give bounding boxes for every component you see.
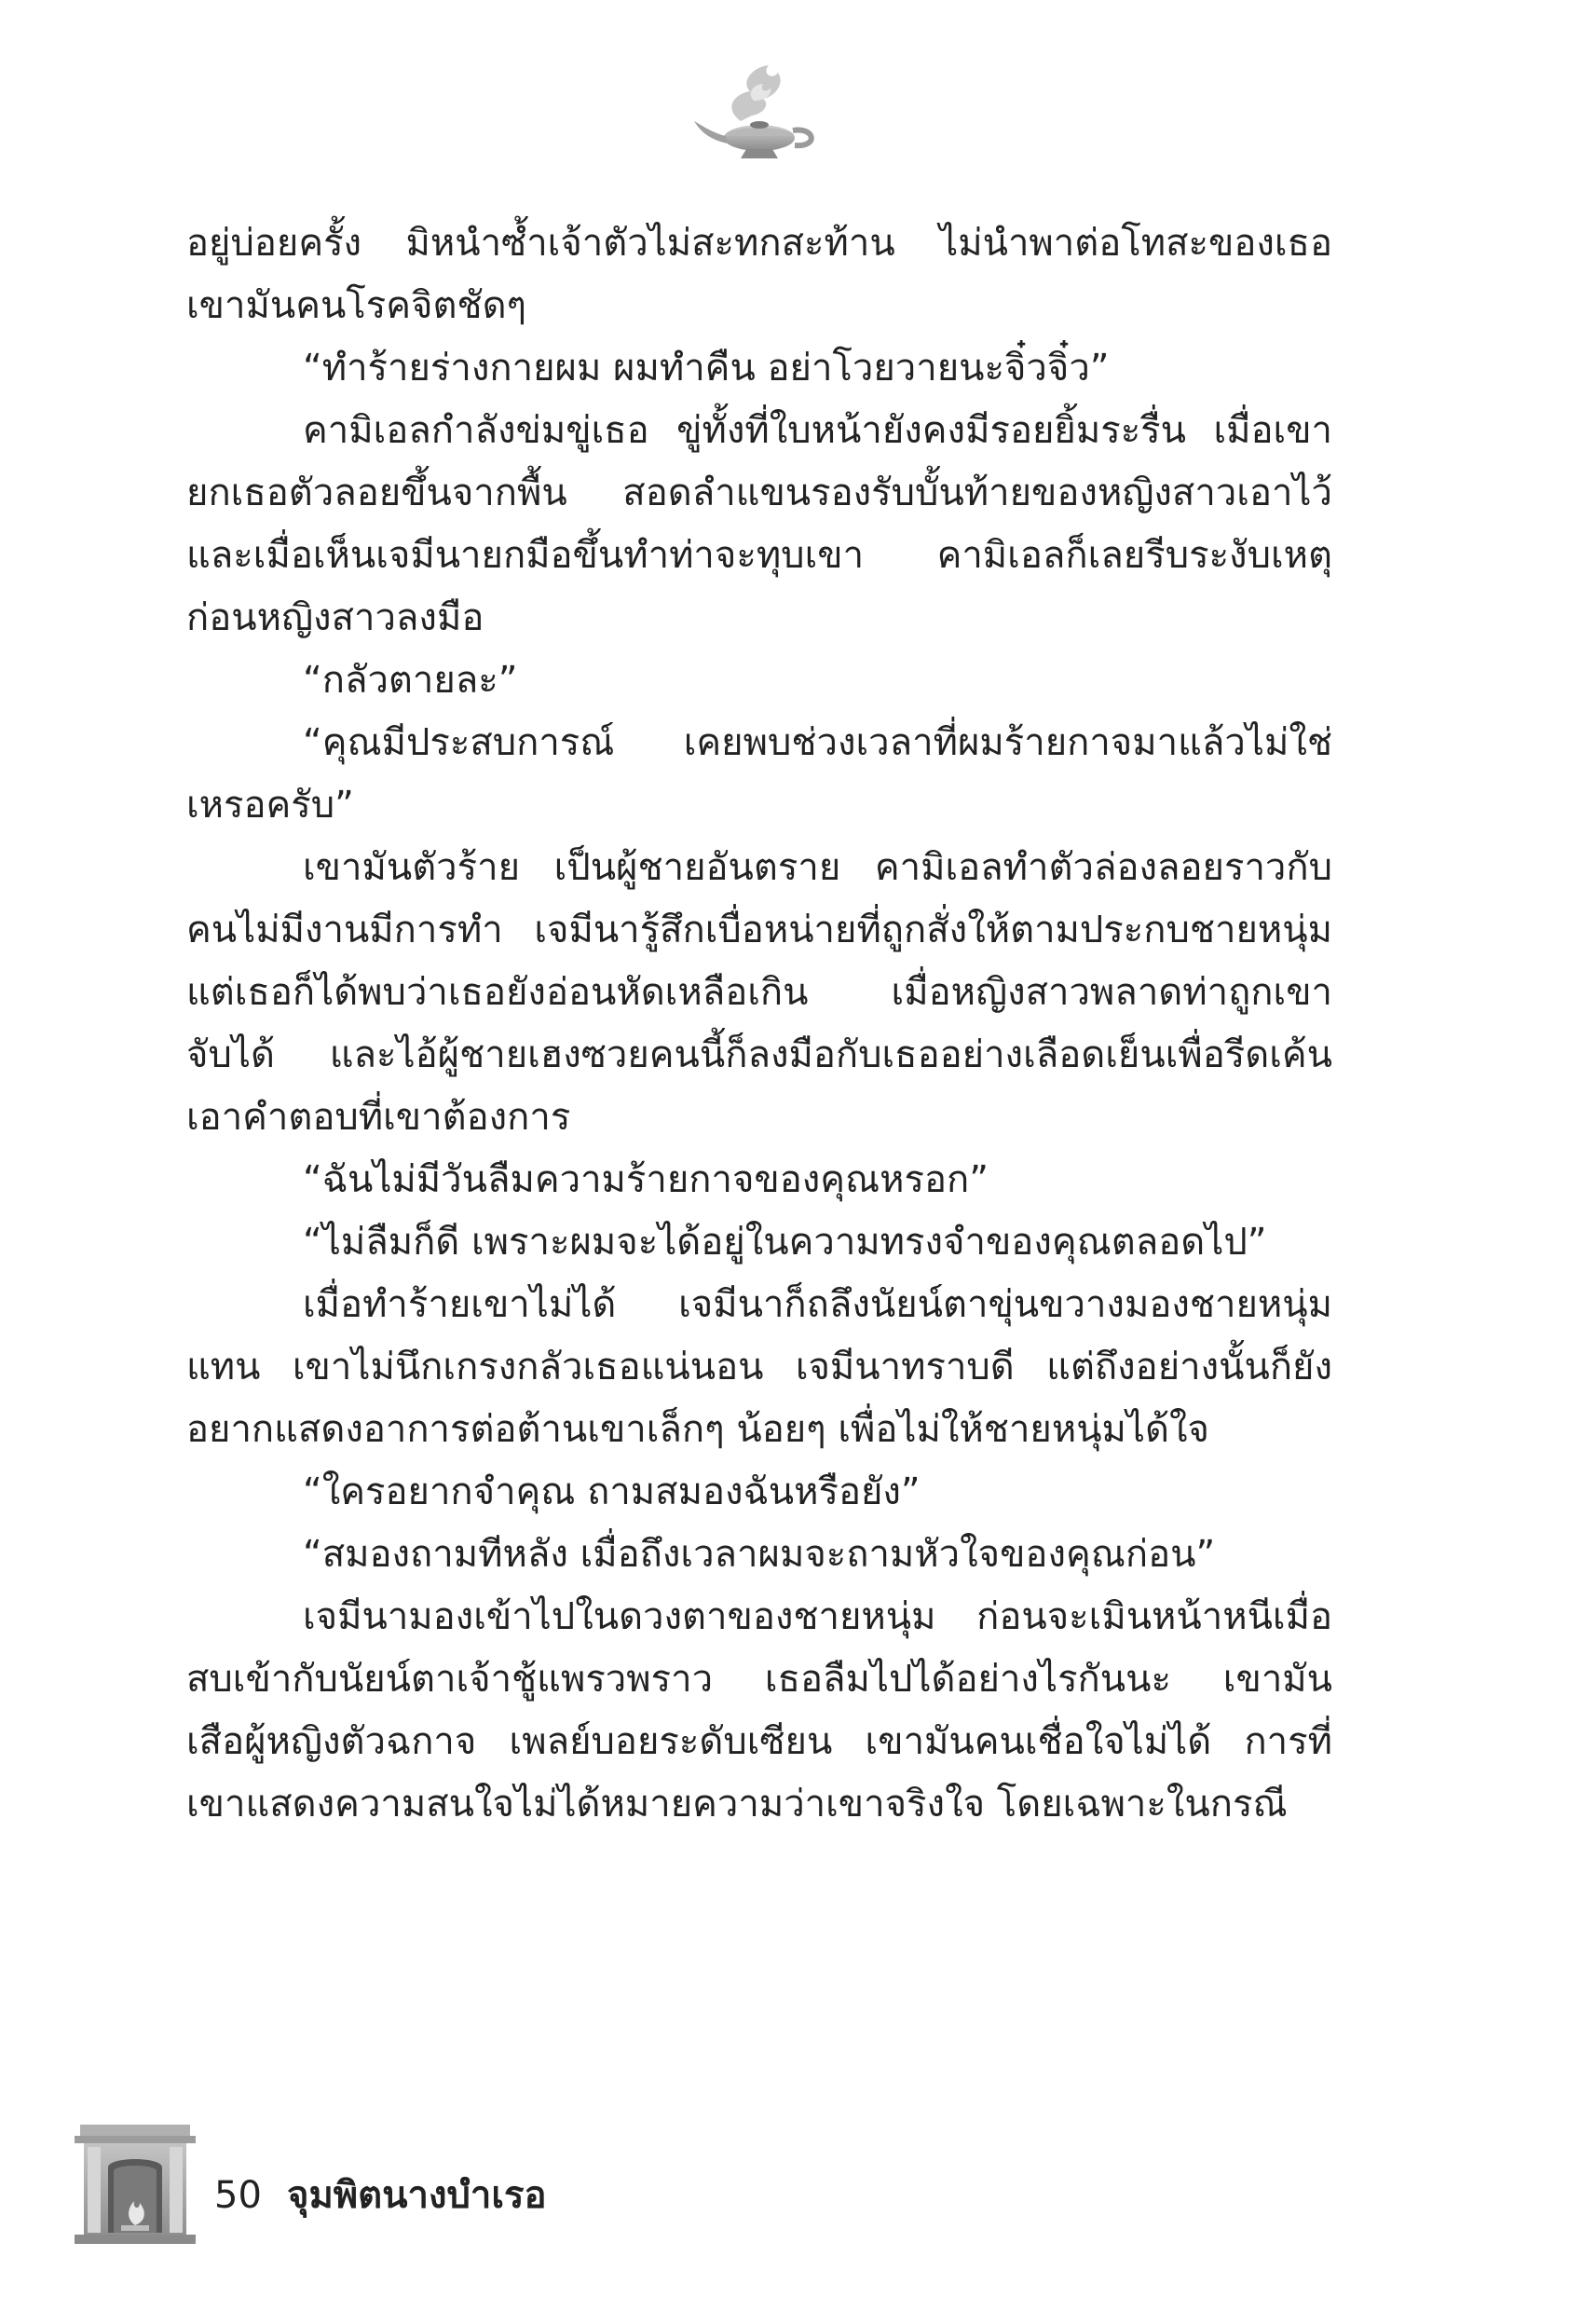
paragraph <box>186 837 1332 1149</box>
text-line: แต่เธอก็ได้พบว่าเธอยังอ่อนหัดเหลือเกิน เมื่อหญิงสาวพลาดท่าถูกเขา <box>186 971 1332 1014</box>
text-line: “ไม่ลืมก็ดี เพราะผมจะได้อยู่ในความทรงจำของคุณตลอดไป” <box>303 1221 1267 1264</box>
book-title: จุมพิตนางบำเรอ <box>287 2174 547 2217</box>
paragraph <box>186 1586 1332 1836</box>
paragraph <box>186 400 1332 650</box>
text-line: ก่อนหญิงสาวลงมือ <box>186 596 484 639</box>
paragraph <box>186 1524 1332 1586</box>
text-line: “กลัวตายละ” <box>303 659 518 702</box>
text-line: คนไม่มีงานมีการทำ เจมีนารู้สึกเบื่อหน่ายที่ถูกสั่งให้ตามประกบชายหนุ่ม <box>186 909 1332 951</box>
paragraph <box>186 1461 1332 1524</box>
page-footer <box>75 2115 727 2246</box>
paragraph <box>186 212 1332 337</box>
text-line: “คุณมีประสบการณ์ เคยพบช่วงเวลาที่ผมร้ายกาจมาแล้วไม่ใช่ <box>303 721 1332 764</box>
text-line: และเมื่อเห็นเจมีนายกมือขึ้นทำท่าจะทุบเขา คามิเอลก็เลยรีบระงับเหตุ <box>186 534 1332 577</box>
text-line: สบเข้ากับนัยน์ตาเจ้าชู้แพรวพราว เธอลืมไปได้อย่างไรกันนะ เขามัน <box>186 1658 1332 1701</box>
text-line: แทน เขาไม่นึกเกรงกลัวเธอแน่นอน เจมีนาทราบดี แต่ถึงอย่างนั้นก็ยัง <box>186 1346 1332 1388</box>
text-line: เสือผู้หญิงตัวฉกาจ เพลย์บอยระดับเซียน เขามันคนเชื่อใจไม่ได้ การที่ <box>186 1720 1332 1763</box>
text-line: จับได้ และไอ้ผู้ชายเฮงซวยคนนี้ก็ลงมือกับเธออย่างเลือดเย็นเพื่อรีดเค้น <box>186 1033 1332 1076</box>
paragraph <box>186 337 1332 400</box>
text-line: คามิเอลกำลังข่มขู่เธอ ขู่ทั้งที่ใบหน้ายังคงมีรอยยิ้มระรื่น เมื่อเขา <box>303 409 1332 452</box>
fireplace-icon <box>75 2115 196 2246</box>
text-line: “ทำร้ายร่างกายผม ผมทำคืน อย่าโวยวายนะจิ๋วจิ๋ว” <box>303 347 1110 390</box>
text-line: เมื่อทำร้ายเขาไม่ได้ เจมีนาก็ถลึงนัยน์ตาขุ่นขวางมองชายหนุ่ม <box>303 1283 1332 1326</box>
page-number: 50 <box>214 2174 262 2217</box>
text-line: “ฉันไม่มีวันลืมความร้ายกาจของคุณหรอก” <box>303 1158 989 1201</box>
text-line: เขามันตัวร้าย เป็นผู้ชายอันตราย คามิเอลทำตัวล่องลอยราวกับ <box>303 846 1332 889</box>
genie-lamp-icon <box>685 56 825 168</box>
text-line: ยกเธอตัวลอยขึ้นจากพื้น สอดลำแขนรองรับบั้นท้ายของหญิงสาวเอาไว้ <box>186 472 1332 514</box>
paragraph <box>186 1211 1332 1274</box>
paragraph <box>186 650 1332 712</box>
text-line: เหรอครับ” <box>186 784 354 827</box>
text-line: อยู่บ่อยครั้ง มิหนำซ้ำเจ้าตัวไม่สะทกสะท้าน ไม่นำพาต่อโทสะของเธอ <box>186 222 1332 265</box>
text-line: อยากแสดงอาการต่อต้านเขาเล็กๆ น้อยๆ เพื่อไม่ให้ชายหนุ่มได้ใจ <box>186 1408 1209 1451</box>
text-line: “ใครอยากจำคุณ ถามสมองฉันหรือยัง” <box>303 1470 921 1513</box>
body-text <box>186 212 1332 1836</box>
paragraph <box>186 1274 1332 1461</box>
text-line: เจมีนามองเข้าไปในดวงตาของชายหนุ่ม ก่อนจะเมินหน้าหนีเมื่อ <box>303 1595 1332 1638</box>
text-line: เขาแสดงความสนใจไม่ได้หมายความว่าเขาจริงใจ โดยเฉพาะในกรณี <box>186 1783 1288 1826</box>
paragraph <box>186 712 1332 837</box>
text-line: เอาคำตอบที่เขาต้องการ <box>186 1096 571 1139</box>
text-line: “สมองถามทีหลัง เมื่อถึงเวลาผมจะถามหัวใจของคุณก่อน” <box>303 1533 1216 1576</box>
text-line: เขามันคนโรคจิตชัดๆ <box>186 284 527 327</box>
paragraph <box>186 1149 1332 1211</box>
